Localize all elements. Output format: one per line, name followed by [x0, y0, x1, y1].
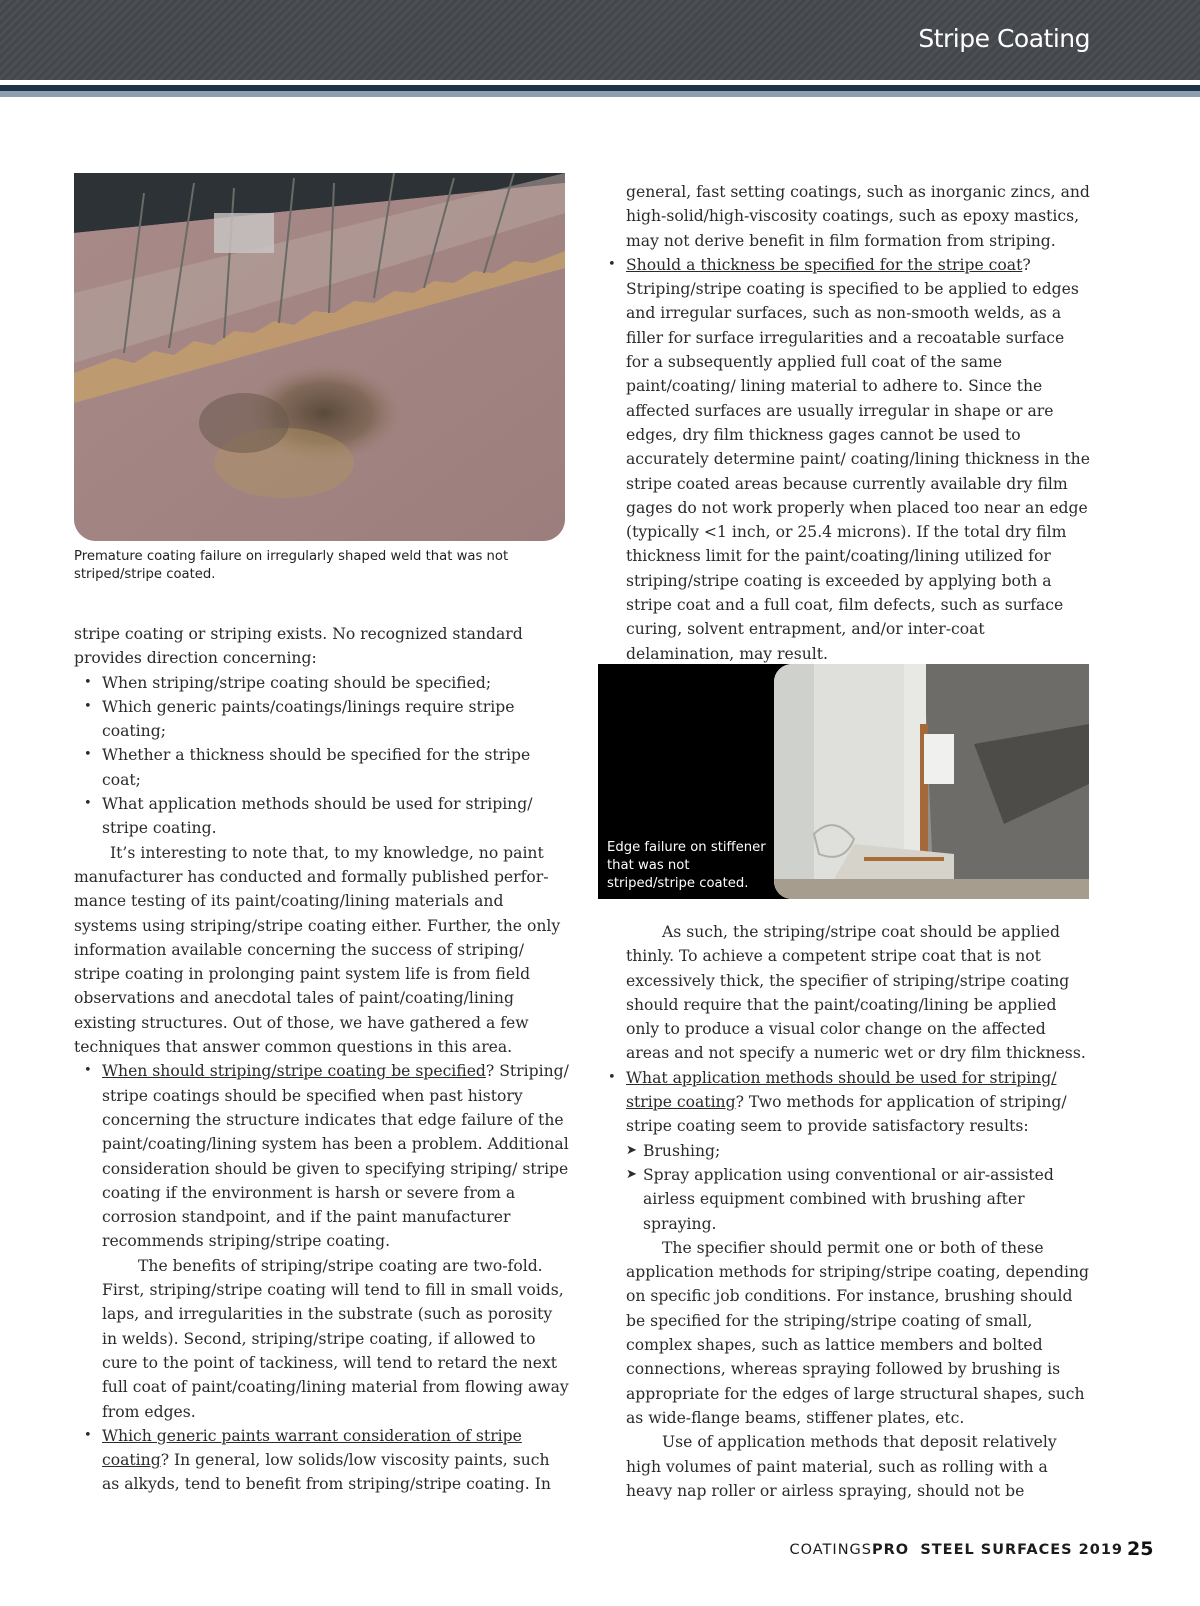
- question-heading: Should a thickness be specified for the stripe coat: [626, 255, 1023, 274]
- paragraph: The specifier should permit one or both of these application methods for striping/stripe coating, depending on specific job conditions. For instance, brushing should be specified for the striping/stripe coating of small, complex shapes, such as lattice members and bolted connections, whereas spraying followed by brushing is appropriate for the edges of large structural shapes, such as wide-flange beams, stiffener plates, etc.: [626, 1238, 1090, 1427]
- brand-bold: PRO: [871, 1542, 910, 1558]
- question-list: [74, 671, 569, 841]
- weld-failure-photo: [74, 173, 565, 541]
- methods-list: [626, 1139, 1091, 1236]
- answer-list: [74, 1059, 569, 1496]
- answer-text: ? In general, low solids/low viscosity paints, such as alkyds, tend to benefit from striping/stripe coating. In: [102, 1451, 551, 1494]
- answer-text: ? Two methods for application of striping/ stripe coating seem to provide satisfactory results:: [626, 1093, 1067, 1136]
- answer-text: ? Striping/stripe coating is specified to be applied to edges and irregular surfaces, such as non-smooth welds, as a filler for surface irregularities and a recoatable surface for a subsequently applied full coat of the same paint/coating/ lining material to adhere to. Since the affected surfaces are usually irregular in shape or are edges, dry film thickness gages cannot be used to accurately determine paint/ coating/lining thickness in the stripe coated areas because currently available dry film gages do not work properly when placed too near an edge (typically <1 inch, or 25.4 microns). If the total dry film thickness limit for the paint/coating/lining utilized for striping/stripe coating is exceeded by applying both a stripe coat and a full coat, film defects, such as surface curing, solvent entrapment, and/or inter-coat delamination, may result.: [626, 255, 1090, 663]
- answer-list: [626, 1066, 1091, 1139]
- answer-text: ? Striping/ stripe coatings should be specified when past history concerning the structure indicates that edge failure of the paint/coating/lining system has been a problem. Additional consideration should be given to specifying striping/ stripe coating if the environment is harsh or severe from a corrosion standpoint, and if the paint manufacturer recommends striping/stripe coating.: [102, 1062, 569, 1251]
- answer-list: [626, 253, 1091, 666]
- list-item: [626, 1066, 1091, 1139]
- right-column-bottom: [626, 920, 1091, 1503]
- figure-1-caption: Premature coating failure on irregularly shaped weld that was not striped/stripe coated.: [74, 549, 509, 582]
- list-item: ➤ Spray application using conventional or air-assisted airless equipment combined with brushing after spraying.: [626, 1163, 1091, 1236]
- page-header: [0, 0, 1200, 80]
- issue-name: STEEL SURFACES 2019: [920, 1542, 1123, 1558]
- list-item: [626, 253, 1091, 666]
- paragraph: As such, the striping/stripe coat should be applied thinly. To achieve a competent stripe coat that is not excessively thick, the specifier of striping/stripe coating should require that the paint/coating/lining be applied only to produce a visual color change on the affected areas and not specify a numeric wet or dry film thickness.: [626, 923, 1086, 1063]
- paragraph: Use of application methods that deposit relatively high volumes of paint material, such as rolling with a heavy nap roller or airless spraying, should not be: [626, 1433, 1057, 1500]
- stiffener-failure-photo: [774, 664, 1089, 899]
- header-rule-steel: [0, 91, 1200, 97]
- footer-publication: [789, 1542, 1123, 1558]
- left-column: [74, 622, 569, 1497]
- paragraph: It’s interesting to note that, to my knowledge, no paint manufacturer has conducted and formally published performance testing of its paint/coating/lining materials and systems using striping/stripe coating either. Further, the only information available concerning the success of striping/ stripe coating in prolonging paint system life is from field observations and anecdotal tales of paint/coating/lining existing structures. Out of those, we have gathered a few techniques that answer common questions in this area.: [74, 843, 561, 1057]
- list-item: • What application methods should be used for striping/ stripe coating.: [74, 792, 569, 841]
- right-column-top: [626, 180, 1091, 666]
- list-item: • Which generic paints/coatings/linings require stripe coating;: [74, 695, 569, 744]
- paragraph: stripe coating or striping exists. No recognized standard provides direction concerning:: [74, 625, 523, 668]
- list-item: [74, 1059, 569, 1423]
- question-heading: Which generic paints warrant consideration of stripe coating: [102, 1426, 522, 1470]
- stiffener-figure: [598, 664, 1089, 899]
- section-title: Stripe Coating: [918, 24, 1090, 53]
- figure-2-caption: Edge failure on stiffener that was not striped/stripe coated.: [607, 840, 766, 891]
- list-item: • Whether a thickness should be specified for the stripe coat;: [74, 743, 569, 792]
- list-item: [74, 1424, 569, 1497]
- question-heading: What application methods should be used for striping/ stripe coating: [626, 1068, 1057, 1112]
- brand-light: COATINGS: [789, 1542, 872, 1558]
- paragraph: The benefits of striping/stripe coating are two-fold. First, striping/stripe coating will tend to fill in small voids, laps, and irregularities in the substrate (such as porosity in welds). Second, striping/stripe coating, if allowed to cure to the point of tackiness, will tend to retard the next full coat of paint/coating/lining material from flowing away from edges.: [102, 1256, 569, 1421]
- list-item: • When striping/stripe coating should be specified;: [74, 671, 569, 695]
- list-item: ➤ Brushing;: [626, 1139, 1091, 1163]
- question-heading: When should striping/stripe coating be specified: [102, 1062, 486, 1081]
- paragraph: general, fast setting coatings, such as inorganic zincs, and high-solid/high-viscosity coatings, such as epoxy mastics, may not derive benefit in film formation from striping.: [626, 183, 1090, 250]
- page-number: 25: [1127, 1538, 1154, 1560]
